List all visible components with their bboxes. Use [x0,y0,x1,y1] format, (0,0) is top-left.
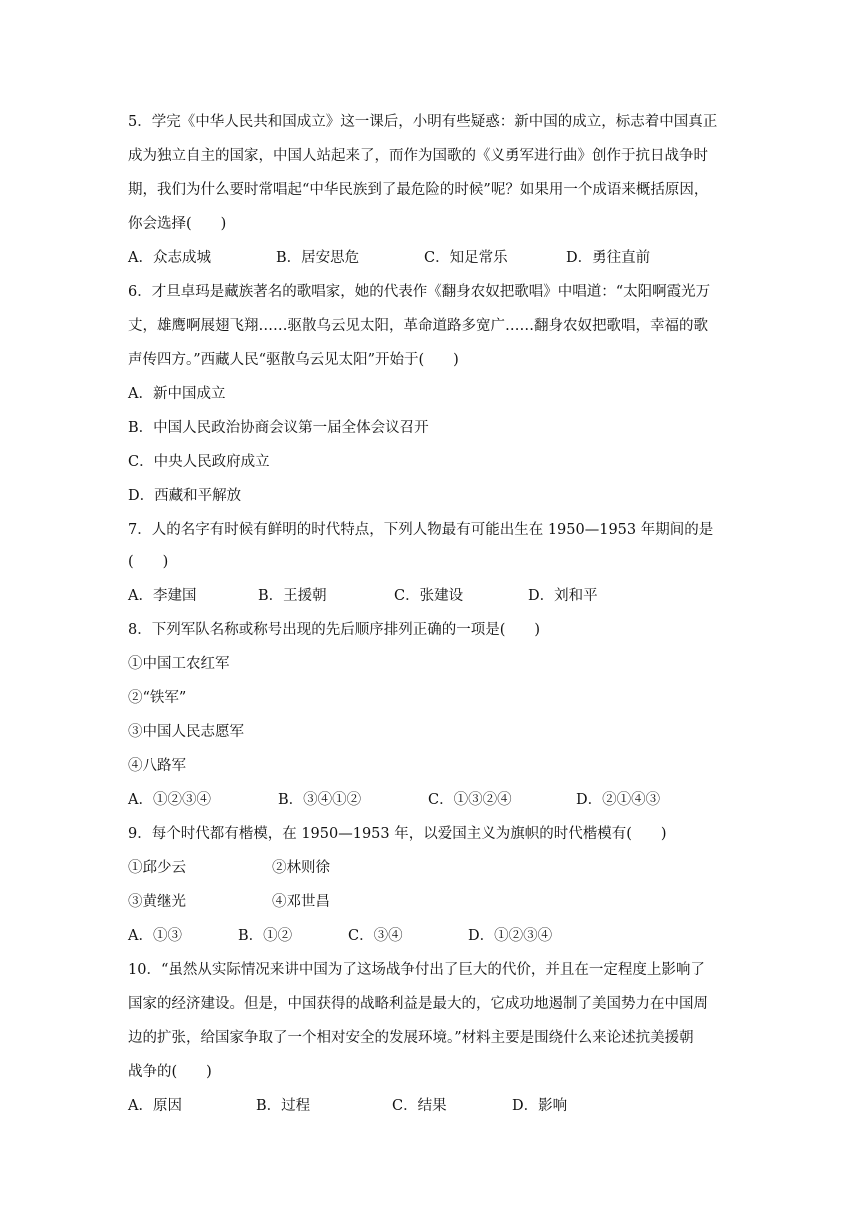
q8-item-3: ③中国人民志愿军 [128,724,244,740]
q8-option-a: A．①②③④ [128,792,211,808]
q9-option-c: C．③④ [348,928,403,944]
q8-stem-line-1: 8．下列军队名称或称号出现的先后顺序排列正确的一项是( ) [128,622,541,638]
q7-option-a: A．李建国 [128,588,197,604]
q7-stem-line-2: ( ) [128,554,169,570]
q9-item-2: ②林则徐 [272,860,330,876]
q5-stem-line-2: 成为独立自主的国家，中国人站起来了，而作为国歌的《义勇军进行曲》创作于抗日战争时 [128,148,708,164]
q9-item-4: ④邓世昌 [272,894,330,910]
q5-stem-line-1: 5．学完《中华人民共和国成立》这一课后，小明有些疑惑：新中国的成立，标志着中国真正 [128,114,718,130]
q8-item-2: ②“铁军” [128,690,187,706]
q10-stem-line-2: 国家的经济建设。但是，中国获得的战略利益是最大的，它成功地遏制了美国势力在中国周 [128,996,708,1012]
q5-stem-line-4: 你会选择( ) [128,216,227,232]
q8-item-4: ④八路军 [128,758,186,774]
q5-stem-line-3: 期，我们为什么要时常唱起“中华民族到了最危险的时候”呢？如果用一个成语来概括原因， [128,182,709,198]
q9-item-1: ①邱少云 [128,860,186,876]
q6-stem-line-3: 声传四方。”西藏人民“驱散乌云见太阳”开始于( ) [128,352,459,368]
q8-item-1: ①中国工农红军 [128,656,230,672]
q8-option-b: B．③④①② [278,792,362,808]
q7-option-c: C．张建设 [394,588,464,604]
q6-stem-line-2: 丈，雄鹰啊展翅飞翔……驱散乌云见太阳，革命道路多宽广……翻身农奴把歌唱，幸福的歌 [128,318,708,334]
q6-option-c: C．中央人民政府成立 [128,454,270,470]
q10-option-c: C．结果 [392,1098,447,1114]
q10-stem-line-3: 边的扩张，给国家争取了一个相对安全的发展环境。”材料主要是围绕什么来论述抗美援朝 [128,1030,694,1046]
q10-option-a: A．原因 [128,1098,182,1114]
q8-option-c: C．①③②④ [428,792,512,808]
q6-stem-line-1: 6．才旦卓玛是藏族著名的歌唱家，她的代表作《翻身农奴把歌唱》中唱道：“太阳啊霞光万 [128,284,711,300]
q6-option-a: A．新中国成立 [128,386,226,402]
q6-option-b: B．中国人民政治协商会议第一届全体会议召开 [128,420,429,436]
q9-option-b: B．①② [238,928,293,944]
q5-option-c: C．知足常乐 [424,250,508,266]
q9-item-3: ③黄继光 [128,894,186,910]
q9-stem-line-1: 9．每个时代都有楷模，在 1950—1953 年，以爱国主义为旗帜的时代楷模有( ) [128,826,667,842]
q7-option-b: B．王援朝 [258,588,327,604]
q10-option-b: B．过程 [256,1098,311,1114]
q5-option-d: D．勇往直前 [566,250,651,266]
q5-option-a: A．众志成城 [128,250,211,266]
q8-option-d: D．②①④③ [576,792,661,808]
q10-stem-line-1: 10．“虽然从实际情况来讲中国为了这场战争付出了巨大的代价，并且在一定程度上影响了 [128,962,705,978]
q6-option-d: D．西藏和平解放 [128,488,242,504]
q10-stem-line-4: 战争的( ) [128,1064,212,1080]
q5-option-b: B．居安思危 [276,250,360,266]
q9-option-a: A．①③ [128,928,182,944]
q9-option-d: D．①②③④ [468,928,553,944]
q7-option-d: D．刘和平 [528,588,598,604]
q10-option-d: D．影响 [512,1098,568,1114]
q7-stem-line-1: 7．人的名字有时候有鲜明的时代特点，下列人物最有可能出生在 1950—1953 年期间的是 [128,522,714,538]
